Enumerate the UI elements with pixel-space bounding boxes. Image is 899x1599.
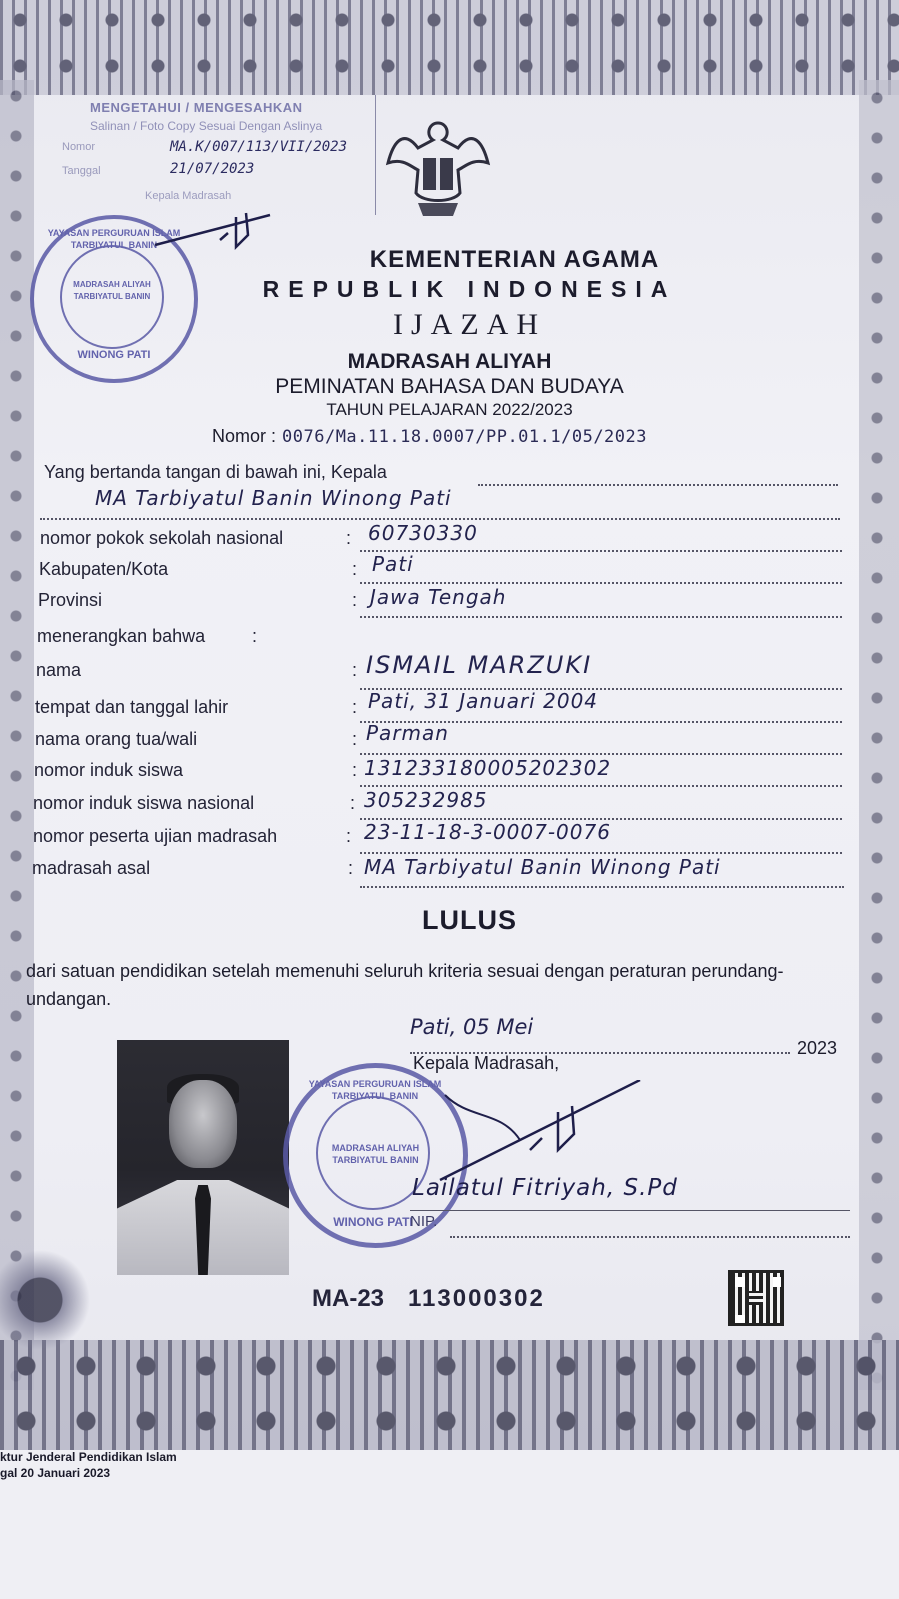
approval-signer-label: Kepala Madrasah (145, 190, 232, 202)
student-photo (117, 1040, 289, 1275)
intro-signatory-label: Yang bertanda tangan di bawah ini, Kepala (44, 462, 387, 482)
dotted-line (40, 518, 840, 520)
field-label-ujian: nomor peserta ujian madrasah (33, 826, 278, 846)
document-title: IJAZAH (393, 308, 546, 341)
certificate-number-label: Nomor : (212, 426, 277, 446)
qr-code-icon (728, 1270, 784, 1326)
field-label-ttl: tempat dan tanggal lahir (35, 697, 229, 717)
ornamental-border-bottom (0, 1340, 899, 1450)
signature-year: 2023 (797, 1038, 838, 1058)
field-value-ttl: Pati, 31 Januari 2004 (368, 689, 599, 713)
field-label-kabupaten: Kabupaten/Kota (39, 559, 169, 579)
serial-prefix: MA-23 (312, 1285, 385, 1312)
certificate-serial (312, 1285, 545, 1313)
approval-tanggal-value: 21/07/2023 (170, 161, 255, 177)
dotted-line (360, 550, 842, 552)
stamp-top-center-line1: MADRASAH ALIYAH (73, 280, 151, 289)
field-value-ujian: 23-11-18-3-0007-0076 (364, 820, 611, 844)
dotted-line (360, 886, 844, 888)
field-label-orang-tua: nama orang tua/wali (35, 729, 198, 749)
field-value-madrasah-asal: MA Tarbiyatul Banin Winong Pati (364, 855, 721, 879)
certificate-paper: MENGETAHUI / MENGESAHKAN Salinan / Foto Copy Sesuai Dengan Aslinya Nomor MA.K/007/113/VII/2023 Tanggal 21/07/2023 Kepala Madrasah YAYASAN PERGURUAN ISLAM TARBIYATUL BANIN MADRASAH ALIYAH TARBIYATUL BANIN WINONG PATI KEMENTERIAN AGAMA REPUBLIK INDONESIA IJAZAH MADRASAH ALIYAH PEMINATAN BAHASA DAN BUDAYA TAHUN PELAJARAN 2022/2023 Nomor : 0076/Ma.11.18.0007/PP.01.1/05/2023 Yang bertanda tangan di bawah ini, Kepala MA Tarbiyatul Banin Winong Pati nomor pokok sekolah nasional : 60730330 Kabupaten/Kota : Pati Provinsi : Jawa Tengah menerangkan bahwa : nama : ISMAIL MARZUKI tempat dan tanggal lahir : Pati, 31 Januari 2004 nama orang tua/wali : Parman nomor induk siswa : 131233180005202302 nomor induk siswa nasional : 305232985 nomor peserta ujian madrasah : 23-11-18-3-0007-0076 madrasah asal : MA Tarbiyatul Banin Winong Pati LULUS dari satuan pendidikan setelah memenuhi seluruh kriteria sesuai dengan peraturan perundang-undangan. Pati, 05 Mei 2023 Kepala Madrasah, YAYASAN PERGURUAN ISLAM TARBIYATUL BANIN MADRASAH ALIYAH TARBIYATUL BANIN WINONG PATI Lailatul Fitriyah, S.Pd NIP. MA-23 113000302 ktur Jenderal Pendidikan Islam gal 20 Januari 2023 (0, 0, 899, 1599)
principal-name: Lailatul Fitriyah, S.Pd (412, 1175, 678, 1201)
ornamental-corner-bottom-left (0, 1230, 110, 1370)
signature-place-date: Pati, 05 Mei (410, 1015, 534, 1039)
page-bottom-margin (0, 1450, 899, 1599)
footer-line-2: gal 20 Januari 2023 (0, 1466, 111, 1480)
dotted-line (478, 484, 838, 486)
field-label-provinsi: Provinsi (38, 590, 103, 610)
ministry-title: KEMENTERIAN AGAMA (369, 246, 660, 273)
approval-nomor-value: MA.K/007/113/VII/2023 (170, 139, 348, 155)
approval-description: Salinan / Foto Copy Sesuai Dengan Aslinya (90, 119, 323, 133)
academic-year: TAHUN PELAJARAN 2022/2023 (326, 400, 573, 419)
dotted-line (360, 785, 842, 787)
intro-school-name: MA Tarbiyatul Banin Winong Pati (95, 486, 452, 510)
principal-nip-label: NIP. (410, 1213, 438, 1230)
stamp-bottom-ring-text: YAYASAN PERGURUAN ISLAM TARBIYATUL BANIN (308, 1079, 442, 1101)
dotted-line (360, 616, 842, 618)
field-value-nama: ISMAIL MARZUKI (366, 651, 593, 679)
stamp-bottom-center-line1: MADRASAH ALIYAH (331, 1143, 420, 1153)
field-label-nisn: nomor induk siswa nasional (33, 793, 255, 813)
program-title: PEMINATAN BAHASA DAN BUDAYA (275, 375, 624, 398)
dotted-line (450, 1236, 850, 1238)
stamp-top-bottom-text: WINONG PATI (77, 349, 151, 361)
ornamental-border-top (0, 0, 899, 95)
certificate-number-row (212, 426, 647, 447)
approval-tanggal-label: Tanggal (62, 165, 101, 177)
signature-role: Kepala Madrasah, (413, 1053, 560, 1073)
field-value-nisn: 305232985 (364, 788, 488, 812)
stamp-bottom-bottom-text: WINONG PATI (333, 1215, 413, 1229)
stamp-bottom-center-line2: TARBIYATUL BANIN (332, 1155, 419, 1165)
garuda-emblem-icon (378, 108, 498, 228)
signature-line (410, 1210, 850, 1211)
dotted-line (360, 753, 842, 755)
field-value-provinsi: Jawa Tengah (370, 585, 507, 609)
footer-line-1: ktur Jenderal Pendidikan Islam (0, 1450, 177, 1464)
field-value-orang-tua: Parman (366, 721, 449, 745)
field-label-madrasah-asal: madrasah asal (32, 858, 151, 878)
graduation-status: LULUS (422, 905, 517, 935)
field-label-npsn: nomor pokok sekolah nasional (40, 528, 284, 548)
field-label-nama: nama (36, 660, 82, 680)
field-value-npsn: 60730330 (368, 521, 478, 545)
stamp-top-ring-text: YAYASAN PERGURUAN ISLAM TARBIYATUL BANIN (47, 228, 181, 250)
dotted-line (360, 852, 842, 854)
field-label-nis: nomor induk siswa (34, 760, 184, 780)
stamp-top-center-line2: TARBIYATUL BANIN (73, 292, 151, 301)
field-value-kabupaten: Pati (372, 552, 414, 576)
school-level: MADRASAH ALIYAH (347, 350, 552, 373)
graduation-statement: dari satuan pendidikan setelah memenuhi seluruh kriteria sesuai dengan peraturan perundang-undangan. (26, 961, 784, 1009)
field-value-nis: 131233180005202302 (364, 756, 612, 780)
serial-number: 113000302 (408, 1285, 545, 1312)
certificate-number-value: 0076/Ma.11.18.0007/PP.01.1/05/2023 (282, 427, 648, 447)
republic-title: REPUBLIK INDONESIA (262, 276, 677, 302)
approval-heading: MENGETAHUI / MENGESAHKAN (90, 100, 303, 115)
dotted-line (360, 582, 842, 584)
field-label-menerangkan: menerangkan bahwa (37, 626, 206, 646)
approval-nomor-label: Nomor (62, 141, 96, 153)
